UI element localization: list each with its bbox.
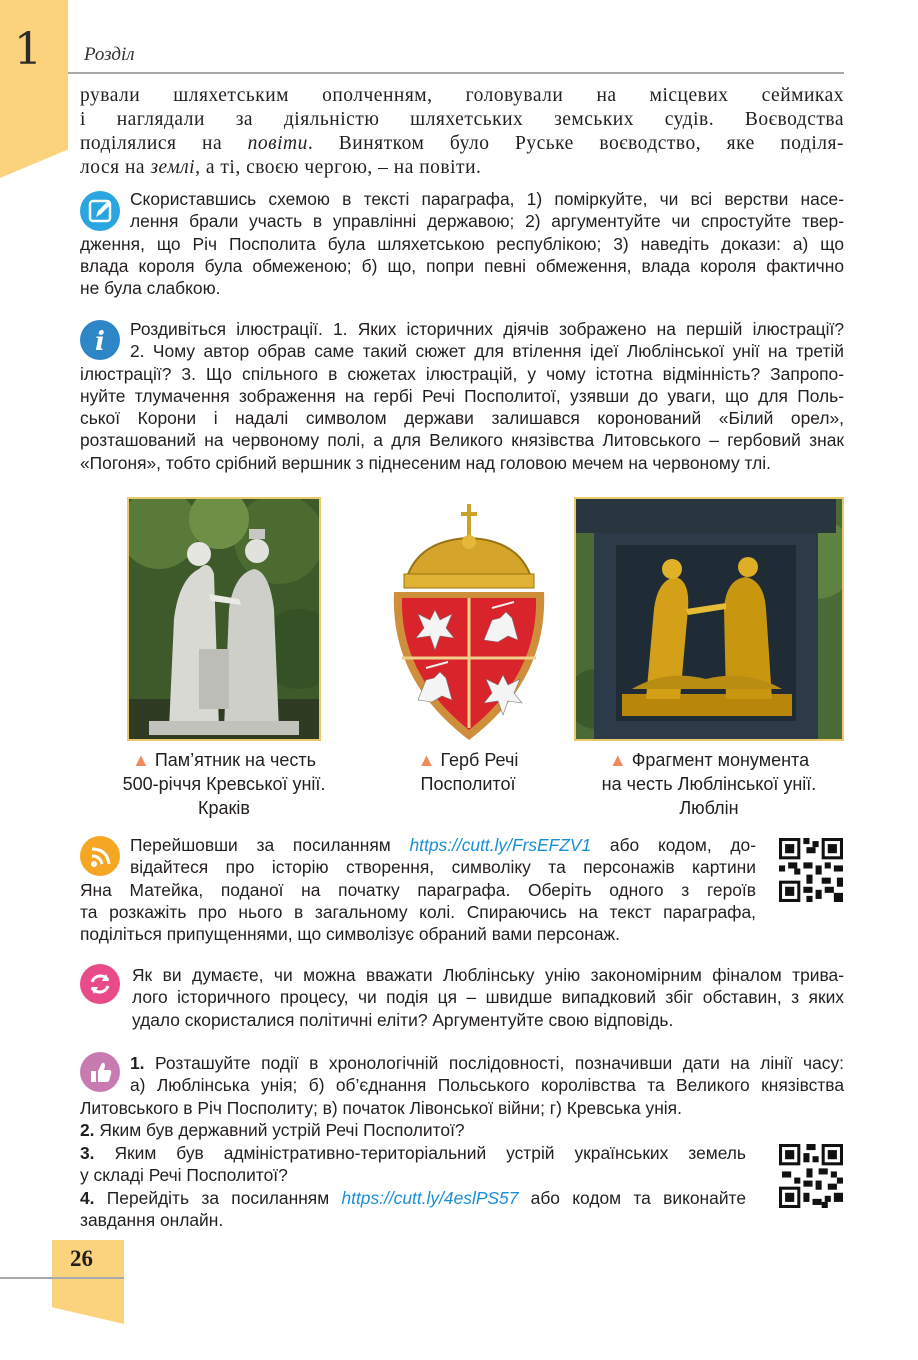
paragraph-line: рували шляхетським ополченням, головували на місцевих сеймиках (80, 85, 844, 106)
commonwealth-coat-of-arms (388, 500, 550, 742)
qr-code-1[interactable] (779, 838, 843, 902)
page-number: 26 (70, 1246, 93, 1271)
question-2: 2. Яким був державний устрій Речі Посполитої? (80, 1119, 465, 1140)
link-task-text: Перейшовши за посиланням https://cutt.ly/FrsEFZV1 або кодом, до- відайтеся про історію створення, символіку та персонажів картини Яна Матейка, поданої на початку параграфа. Оберіть одного з героїв та розкажіть про нього в загальному колі. Спираючись на текст параграфа, поділіться припущеннями, що символізує обраний вами персонаж. (80, 835, 756, 945)
paragraph-line: лося на землі, а ті, своєю чергою, – на повіти. (80, 157, 482, 178)
caption-triangle-icon: ▲ (132, 750, 150, 770)
figure-krevo-monument-photo (127, 497, 321, 741)
figure-caption: ▲ Пам’ятник на честь 500-річчя Кревської унії. Краків (122, 750, 326, 818)
caption-triangle-icon: ▲ (608, 750, 627, 770)
section-label: Розділ (84, 44, 135, 65)
refresh-icon (80, 964, 120, 1004)
paragraph-line: поділялися на повіти. Винятком було Руське воєводство, яке поділя- (80, 133, 844, 154)
review-task-text-continued: 3. Яким був адміністративно-територіальний устрій українських земель у складі Речі Посполитої? 4. Перейдіть за посиланням https://cutt.ly/4eslPS57 або кодом та виконайте завдання онлайн. (80, 1143, 746, 1230)
chapter-number: 1 (14, 24, 42, 75)
figure-caption: ▲ Фрагмент монумента на честь Люблінської унії. Люблін (601, 750, 817, 818)
pencil-task-text: Скориставшись схемою в тексті параграфа, 1) поміркуйте, чи всі верстви насе- лення брали участь в управлінні державою; 2) аргументуйте чи спростуйте твер- дження, що Річ Посполита була шляхетською республікою; 3) наведіть докази: а) що влада короля була обмеженою; б) що, попри певні обмеження, влада короля фактично не була слабкою. (80, 189, 844, 299)
figure-lublin-monument-photo (574, 497, 844, 741)
footer-rule (0, 1277, 124, 1279)
review-task-text: 1. Розташуйте події в хронологічній послідовності, позначивши дати на лінії часу: а) Люблінська унія; б) об’єднання Польського королівства та Великого князівства Литовського в Річ Посполиту; в) початок Лівонської війни; г) Кревська унія. 2. Яким був державний устрій Речі Посполитої? (80, 1053, 844, 1140)
qr-link-2[interactable]: https://cutt.ly/4eslPS57 (341, 1187, 519, 1208)
qr-link-1[interactable]: https://cutt.ly/FrsEFZV1 (409, 835, 592, 855)
think-task-text: Як ви думаєте, чи можна вважати Люблінську унію закономірним фіналом трива- лого історичного процесу, чи подія ця – швидше випадковий збіг обставин, з яких удало скористалися політичні еліти? Аргументуйте свою відповідь. (132, 965, 844, 1030)
paragraph-line: і наглядали за діяльністю шляхетських земських судів. Воєводства (80, 109, 844, 130)
header-rule (68, 72, 844, 74)
main-paragraph (80, 84, 844, 180)
question-4: 4. Перейдіть за посиланням https://cutt.ly/4eslPS57 або кодом та виконайте (80, 1187, 746, 1208)
term-povity: повіти (247, 133, 308, 154)
qr-code-2[interactable] (779, 1144, 843, 1208)
caption-triangle-icon: ▲ (417, 750, 436, 770)
question-1: 1. Розташуйте події в хронологічній послідовності, позначивши дати на лінії часу: (130, 1053, 844, 1073)
term-zemli: землі (150, 157, 196, 178)
question-3: 3. Яким був адміністративно-територіальний устрій українських земель (80, 1143, 746, 1163)
figure-caption: ▲ Герб Речі Посполитої (417, 750, 519, 794)
info-task-text: Роздивіться ілюстрації. 1. Яких історичних діячів зображено на першій ілюстрації? 2. Чому автор обрав саме такий сюжет для втілення ідеї Люблінської унії на третій ілюстрації? 3. Що спільного в сюжетах ілюстрацій, у чому істотна відмінність? Запропо- нуйте тлумачення зображення на гербі Речі Посполитої, узявши до уваги, що для Поль- ської Корони і надалі символом держави залишався коронований «Білий орел», розташований на червоному полі, а для Великого князівства Литовського – гербовий знак «Погоня», тобто срібний вершник з піднесеним над головою мечем на червоному тлі. (80, 319, 844, 473)
svg-text:i: i (95, 327, 105, 357)
